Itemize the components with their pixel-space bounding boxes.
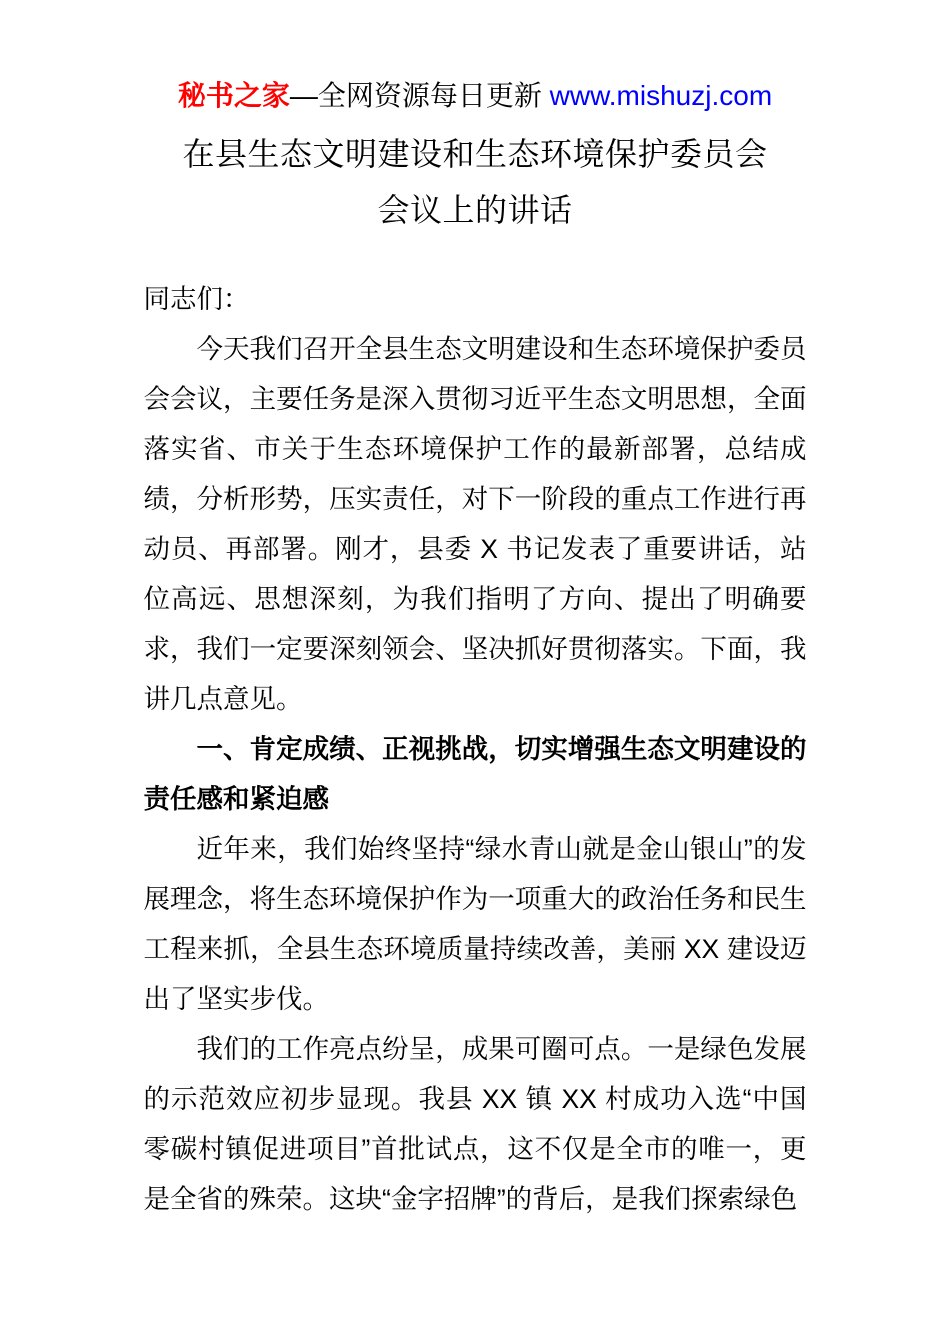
site-url-link[interactable]: www.mishuzj.com bbox=[549, 80, 773, 111]
watermark-header bbox=[0, 0, 950, 116]
section-heading-1: 一、肯定成绩、正视挑战，切实增强生态文明建设的责任感和紧迫感 bbox=[143, 734, 807, 814]
document-title-line-1: 在县生态文明建设和生态环境保护委员会 bbox=[182, 136, 768, 172]
salutation: 同志们： bbox=[143, 284, 250, 314]
document-title bbox=[125, 126, 825, 238]
document-body bbox=[144, 274, 807, 1224]
site-brand: 秘书之家 bbox=[177, 80, 290, 111]
document-title-line-2: 会议上的讲话 bbox=[377, 192, 573, 228]
paragraph-achievements: 近年来，我们始终坚持“绿水青山就是金山银山”的发展理念，将生态环境保护作为一项重大的政治任务和民生工程来抓，全县生态环境质量持续改善，美丽 XX 建设迈出了坚实步伐。 bbox=[143, 834, 807, 1014]
paragraph-highlights: 我们的工作亮点纷呈，成果可圈可点。一是绿色发展的示范效应初步显现。我县 XX 镇 XX 村成功入选“中国零碳村镇促进项目”首批试点，这不仅是全市的唯一，更是全省的殊荣。这块“金字招牌”的背后，是我们探索绿色 bbox=[143, 1034, 807, 1214]
site-tagline: —全网资源每日更新 bbox=[289, 80, 550, 111]
paragraph-opening: 今天我们召开全县生态文明建设和生态环境保护委员会会议，主要任务是深入贯彻习近平生态文明思想，全面落实省、市关于生态环境保护工作的最新部署，总结成绩，分析形势，压实责任，对下一阶段的重点工作进行再动员、再部署。刚才，县委 X 书记发表了重要讲话，站位高远、思想深刻，为我们指明了方向、提出了明确要求，我们一定要深刻领会、坚决抓好贯彻落实。下面，我讲几点意见。 bbox=[143, 334, 807, 714]
